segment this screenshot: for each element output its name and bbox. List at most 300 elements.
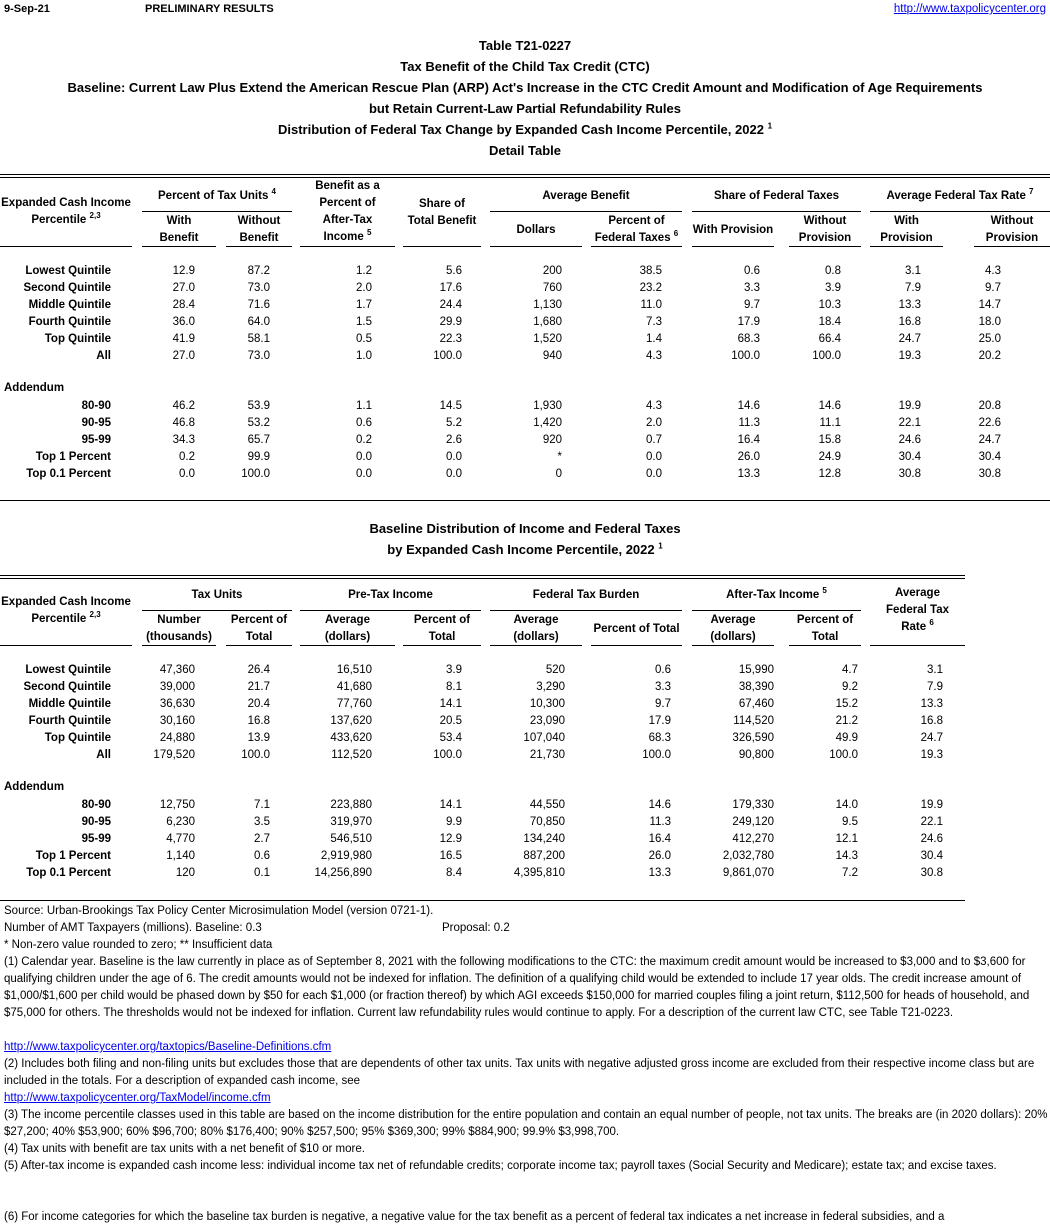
table-cell: 3.3 bbox=[655, 681, 671, 693]
table-cell: 12.8 bbox=[818, 468, 841, 480]
table-cell: 3,290 bbox=[536, 681, 565, 693]
t2-underline bbox=[490, 645, 582, 646]
table-cell: 22.6 bbox=[978, 417, 1001, 429]
table-cell: 11.3 bbox=[738, 417, 760, 429]
table-cell: 36.0 bbox=[172, 316, 195, 328]
table-cell: 0.6 bbox=[356, 417, 372, 429]
table-cell: 14.3 bbox=[835, 850, 858, 862]
table-cell: 0.1 bbox=[254, 867, 270, 879]
t2-underline bbox=[0, 645, 132, 646]
t1-hdr-share bbox=[403, 196, 481, 230]
table-cell: 520 bbox=[545, 664, 565, 676]
table-cell: 7.3 bbox=[646, 316, 662, 328]
t1-hdr-benefit-pct-l4-text: Income bbox=[323, 231, 364, 243]
table2-bottom-border bbox=[0, 900, 965, 901]
table-cell: 24.6 bbox=[920, 833, 943, 845]
table-cell: 0 bbox=[555, 468, 562, 480]
t1-hdr-percentile bbox=[0, 195, 132, 229]
t1-hdr-with-benefit-l2: Benefit bbox=[159, 232, 199, 244]
title-line2: Baseline: Current Law Plus Extend the American Rescue Plan (ARP) Act's Increase in the CTC Credit Amount and Modification of Age Requirements bbox=[67, 80, 983, 95]
t1-hdr-benefit-pct bbox=[300, 178, 395, 246]
table-cell: 16.8 bbox=[247, 715, 270, 727]
t2-underline bbox=[870, 645, 965, 646]
t1-underline bbox=[692, 246, 774, 247]
t1-hdr-share-l2: Total Benefit bbox=[407, 215, 477, 227]
table-cell: 19.9 bbox=[898, 400, 921, 412]
table-cell: 1,140 bbox=[166, 850, 195, 862]
table-cell: 0.0 bbox=[446, 451, 462, 463]
t2-hdr-pretax: Pre-Tax Income bbox=[348, 589, 433, 601]
table-cell: 0.0 bbox=[646, 468, 662, 480]
t1-hdr-without-benefit-l1: Without bbox=[237, 215, 281, 227]
table-cell: 100.0 bbox=[241, 468, 270, 480]
table-cell: 2.7 bbox=[254, 833, 270, 845]
title-line3: but Retain Current-Law Partial Refundability Rules bbox=[368, 101, 682, 116]
table-cell: 36,630 bbox=[159, 698, 195, 710]
table2-top-border bbox=[0, 575, 965, 579]
baseline-definitions-link[interactable]: http://www.taxpolicycenter.org/taxtopics/Baseline-Definitions.cfm bbox=[4, 1041, 332, 1053]
table-cell: 940 bbox=[542, 350, 562, 362]
table-cell: 12.9 bbox=[439, 833, 462, 845]
t1-hdr-avg-rate-sup: 7 bbox=[1029, 187, 1034, 197]
t2-underline bbox=[692, 610, 861, 611]
row-label: 80-90 bbox=[81, 799, 111, 811]
table-cell: 64.0 bbox=[247, 316, 270, 328]
table-cell: 13.3 bbox=[920, 698, 943, 710]
table-cell: 0.0 bbox=[179, 468, 195, 480]
t2-hdr-burden: Federal Tax Burden bbox=[532, 589, 640, 601]
t2-underline bbox=[692, 645, 774, 646]
table-cell: 68.3 bbox=[648, 732, 671, 744]
t2-hdr-pct-total-l2: Total bbox=[245, 631, 273, 643]
table-cell: 1.1 bbox=[356, 400, 372, 412]
table-cell: 22.1 bbox=[898, 417, 921, 429]
table-cell: 4.3 bbox=[646, 350, 662, 362]
t2-title2 bbox=[0, 542, 1050, 557]
t1-hdr-rate-without-l2: Provision bbox=[985, 232, 1039, 244]
table-cell: 22.1 bbox=[920, 816, 943, 828]
table-cell: 4.7 bbox=[842, 664, 858, 676]
t2-hdr-pretax-pct-l1: Percent of bbox=[413, 614, 471, 626]
table-cell: 21.2 bbox=[835, 715, 858, 727]
t1-hdr-without-benefit bbox=[226, 213, 292, 247]
footnote-4: (4) Tax units with benefit are tax units with a net benefit of $10 or more. bbox=[4, 1143, 365, 1155]
row-label: 80-90 bbox=[81, 400, 111, 412]
t2-hdr-percentile-l2 bbox=[0, 611, 132, 628]
table-cell: 9.9 bbox=[446, 816, 462, 828]
table-cell: 46.2 bbox=[172, 400, 195, 412]
t1-underline bbox=[142, 211, 292, 212]
table-cell: 15.2 bbox=[835, 698, 858, 710]
table-cell: 4,395,810 bbox=[513, 867, 565, 879]
table-cell: 8.4 bbox=[446, 867, 462, 879]
table-cell: 34.3 bbox=[172, 434, 195, 446]
t1-underline bbox=[300, 246, 395, 247]
t2-underline bbox=[490, 610, 682, 611]
table-cell: 19.9 bbox=[920, 799, 943, 811]
t2-underline bbox=[300, 645, 395, 646]
table-cell: 319,970 bbox=[330, 816, 372, 828]
amt-proposal: Proposal: 0.2 bbox=[442, 922, 510, 934]
t2-hdr-pct-total-l1: Percent of bbox=[230, 614, 288, 626]
table-cell: 77,760 bbox=[336, 698, 372, 710]
t1-hdr-avg-rate-text: Average Federal Tax Rate bbox=[886, 190, 1026, 202]
table-cell: 114,520 bbox=[733, 715, 774, 727]
t2-underline bbox=[789, 645, 861, 646]
table-id: Table T21-0227 bbox=[478, 38, 572, 53]
table-cell: 11.1 bbox=[819, 417, 841, 429]
table-cell: 3.9 bbox=[825, 282, 841, 294]
nonzero-note: * Non-zero value rounded to zero; ** Insufficient data bbox=[4, 939, 273, 951]
row-label: Top Quintile bbox=[44, 333, 111, 345]
table-cell: 200 bbox=[542, 265, 562, 277]
table-cell: 68.3 bbox=[737, 333, 760, 345]
table-cell: 4.3 bbox=[985, 265, 1001, 277]
table-cell: 47,360 bbox=[159, 664, 195, 676]
table-cell: 0.0 bbox=[356, 468, 372, 480]
t1-hdr-pct-fed-l2 bbox=[591, 230, 682, 247]
table-cell: 1.0 bbox=[356, 350, 372, 362]
t1-hdr-pct-fed-sup: 6 bbox=[673, 229, 679, 239]
table-cell: 14.6 bbox=[818, 400, 841, 412]
amt-note bbox=[4, 920, 1048, 937]
table1-bottom-border bbox=[0, 500, 1050, 501]
table-cell: 16.4 bbox=[648, 833, 671, 845]
table-cell: 546,510 bbox=[330, 833, 372, 845]
row-label: Lowest Quintile bbox=[25, 265, 111, 277]
table-cell: 18.0 bbox=[978, 316, 1001, 328]
t2-title2-text: by Expanded Cash Income Percentile, 2022 bbox=[387, 542, 655, 557]
table-cell: 66.4 bbox=[818, 333, 841, 345]
table-cell: 71.6 bbox=[247, 299, 270, 311]
table-cell: 1,930 bbox=[533, 400, 562, 412]
table-cell: 0.6 bbox=[744, 265, 760, 277]
t1-hdr-percentile-sup: 2,3 bbox=[89, 211, 101, 221]
table-cell: 2.6 bbox=[446, 434, 462, 446]
table-cell: 9.2 bbox=[842, 681, 858, 693]
t1-hdr-pct-fed bbox=[591, 213, 682, 247]
table-cell: 3.1 bbox=[927, 664, 943, 676]
table-cell: 30.8 bbox=[920, 867, 943, 879]
table-cell: 100.0 bbox=[812, 350, 841, 362]
table-cell: 0.0 bbox=[356, 451, 372, 463]
table-cell: 7.9 bbox=[905, 282, 921, 294]
t2-hdr-rate-sup: 6 bbox=[929, 618, 934, 628]
table-cell: 12.9 bbox=[172, 265, 195, 277]
table-cell: 9,861,070 bbox=[722, 867, 774, 879]
table-cell: 2,919,980 bbox=[320, 850, 372, 862]
table-cell: 30,160 bbox=[159, 715, 195, 727]
t1-hdr-pct-fed-l2-text: Federal Taxes bbox=[594, 232, 671, 244]
footnote-3: (3) The income percentile classes used in this table are based on the income distribution for the entire population and contain an equal number of people, not tax units. The breaks are (in 2020 dollars): 20% $27,200; 40% $53,900; 60% $96,700; 80% $176,400; 90% $257,500; 95% $369,300; 99% $884,900; 99.9% $3,998,700. bbox=[4, 1109, 1048, 1138]
t1-underline bbox=[490, 246, 582, 247]
table-cell: 38.5 bbox=[639, 265, 662, 277]
table-cell: 39,000 bbox=[159, 681, 195, 693]
t1-hdr-percentile-l2 bbox=[0, 212, 132, 229]
t1-hdr-rate-with-l1: With bbox=[894, 215, 919, 227]
table-cell: 11.0 bbox=[640, 299, 662, 311]
table-cell: 38,390 bbox=[738, 681, 774, 693]
t2-hdr-pretax-pct-l2: Total bbox=[428, 631, 456, 643]
table-cell: 1.5 bbox=[356, 316, 372, 328]
table-cell: 920 bbox=[542, 434, 562, 446]
table-cell: 44,550 bbox=[529, 799, 565, 811]
row-label: 95-99 bbox=[81, 833, 111, 845]
table-cell: 249,120 bbox=[732, 816, 774, 828]
t2-hdr-percentile-l1: Expanded Cash Income bbox=[1, 596, 131, 608]
table-cell: 46.8 bbox=[172, 417, 195, 429]
title-line4-text: Distribution of Federal Tax Change by Expanded Cash Income Percentile, 2022 bbox=[277, 122, 764, 137]
table-cell: 7.2 bbox=[842, 867, 858, 879]
t1-hdr-benefit-pct-sup: 5 bbox=[367, 228, 372, 238]
t2-hdr-percentile-text: Percentile bbox=[31, 613, 87, 625]
table-cell: 13.3 bbox=[648, 867, 671, 879]
t2-hdr-after-pct bbox=[789, 612, 861, 646]
table-cell: 433,620 bbox=[330, 732, 372, 744]
table-cell: 30.4 bbox=[920, 850, 943, 862]
table-cell: 16.8 bbox=[898, 316, 921, 328]
table-cell: 9.5 bbox=[842, 816, 858, 828]
table-cell: 3.5 bbox=[254, 816, 270, 828]
table-cell: 16,510 bbox=[336, 664, 372, 676]
t1-underline bbox=[591, 246, 682, 247]
row-label: 90-95 bbox=[81, 816, 111, 828]
table-cell: 67,460 bbox=[738, 698, 774, 710]
t2-hdr-burden-avg-l2: (dollars) bbox=[513, 631, 559, 643]
table-cell: 14.1 bbox=[439, 799, 462, 811]
t2-hdr-rate-l2: Federal Tax bbox=[885, 604, 950, 616]
table-cell: 7.9 bbox=[927, 681, 943, 693]
row-label: Middle Quintile bbox=[28, 698, 111, 710]
table-cell: 4,770 bbox=[166, 833, 195, 845]
table-cell: 53.4 bbox=[439, 732, 462, 744]
addendum-label: Addendum bbox=[4, 781, 65, 793]
t2-title2-sup: 1 bbox=[658, 541, 663, 551]
t1-hdr-share-l1: Share of bbox=[418, 198, 465, 210]
table-cell: 5.2 bbox=[446, 417, 462, 429]
t2-hdr-pretax-avg-l2: (dollars) bbox=[324, 631, 371, 643]
table-cell: 2.0 bbox=[646, 417, 662, 429]
table-cell: 13.3 bbox=[737, 468, 760, 480]
income-model-link[interactable]: http://www.taxpolicycenter.org/TaxModel/income.cfm bbox=[4, 1092, 271, 1104]
table-cell: 100.0 bbox=[433, 350, 462, 362]
t1-hdr-percentile-text: Percentile bbox=[31, 214, 87, 226]
table-cell: 24.6 bbox=[898, 434, 921, 446]
table-cell: 5.6 bbox=[446, 265, 462, 277]
table-cell: 14.5 bbox=[439, 400, 462, 412]
table-cell: 1.2 bbox=[356, 265, 372, 277]
table-cell: 30.4 bbox=[978, 451, 1001, 463]
table-cell: 1.7 bbox=[356, 299, 372, 311]
table-cell: 3.3 bbox=[744, 282, 760, 294]
table-cell: 17.6 bbox=[439, 282, 462, 294]
table-cell: 760 bbox=[542, 282, 562, 294]
table-cell: 2,032,780 bbox=[722, 850, 774, 862]
t1-underline bbox=[692, 211, 861, 212]
t1-hdr-pct-units bbox=[142, 188, 292, 205]
table-cell: 0.6 bbox=[655, 664, 671, 676]
t1-hdr-without-provision bbox=[789, 213, 861, 247]
t2-hdr-rate-l1: Average bbox=[895, 587, 940, 599]
table-cell: 17.9 bbox=[648, 715, 671, 727]
t2-hdr-number-l1: Number bbox=[157, 614, 201, 626]
table-cell: 24.7 bbox=[978, 434, 1001, 446]
t2-hdr-after-avg-l2: (dollars) bbox=[710, 631, 756, 643]
table-cell: 53.2 bbox=[247, 417, 270, 429]
table-cell: 28.4 bbox=[172, 299, 195, 311]
t1-hdr-benefit-pct-l4 bbox=[300, 229, 395, 246]
table-cell: 0.6 bbox=[254, 850, 270, 862]
table-cell: 9.7 bbox=[655, 698, 671, 710]
table-cell: 15.8 bbox=[818, 434, 841, 446]
t2-hdr-pretax-avg bbox=[300, 612, 395, 646]
table-cell: 73.0 bbox=[247, 282, 270, 294]
t1-underline bbox=[142, 246, 216, 247]
date-label: 9-Sep-21 bbox=[4, 3, 50, 15]
row-label: Top 0.1 Percent bbox=[26, 867, 111, 879]
t1-underline bbox=[870, 246, 943, 247]
table-cell: 112,520 bbox=[331, 749, 372, 761]
table-cell: 30.8 bbox=[978, 468, 1001, 480]
t2-underline bbox=[403, 645, 481, 646]
title-line4 bbox=[0, 122, 1050, 137]
t2-hdr-pct-total bbox=[226, 612, 292, 646]
t1-hdr-pct-units-sup: 4 bbox=[271, 187, 276, 197]
row-label: 90-95 bbox=[81, 417, 111, 429]
t1-hdr-with-provision: With Provision bbox=[692, 224, 774, 236]
source-note: Source: Urban-Brookings Tax Policy Center Microsimulation Model (version 0721-1). bbox=[4, 905, 434, 917]
t1-hdr-rate-with-l2: Provision bbox=[880, 232, 933, 244]
t1-underline bbox=[403, 246, 481, 247]
table-cell: 11.3 bbox=[649, 816, 671, 828]
t1-hdr-dollars: Dollars bbox=[516, 224, 556, 236]
t2-hdr-pretax-avg-l1: Average bbox=[325, 614, 370, 626]
table-cell: 13.9 bbox=[247, 732, 270, 744]
t2-hdr-after-avg-l1: Average bbox=[710, 614, 756, 626]
row-label: Fourth Quintile bbox=[28, 715, 111, 727]
table-cell: 70,850 bbox=[529, 816, 565, 828]
table-cell: 20.5 bbox=[439, 715, 462, 727]
table-cell: 9.7 bbox=[744, 299, 760, 311]
t2-hdr-number bbox=[142, 612, 216, 646]
table-cell: 120 bbox=[175, 867, 195, 879]
t2-hdr-aftertax bbox=[692, 587, 861, 604]
table-cell: 3.1 bbox=[905, 265, 921, 277]
table-cell: 24.7 bbox=[920, 732, 943, 744]
table-cell: 0.0 bbox=[646, 451, 662, 463]
table-cell: 223,880 bbox=[330, 799, 372, 811]
table-cell: 26.0 bbox=[648, 850, 671, 862]
t1-hdr-without-provision-l2: Provision bbox=[798, 232, 852, 244]
table-cell: 23,090 bbox=[529, 715, 565, 727]
table-cell: 0.7 bbox=[646, 434, 662, 446]
row-label: Fourth Quintile bbox=[28, 316, 111, 328]
taxpolicycenter-link[interactable]: http://www.taxpolicycenter.org bbox=[893, 3, 1046, 15]
row-label: Lowest Quintile bbox=[25, 664, 111, 676]
table-cell: 41,680 bbox=[336, 681, 372, 693]
table-cell: 16.4 bbox=[737, 434, 760, 446]
table-cell: 65.7 bbox=[247, 434, 270, 446]
table-cell: 14,256,890 bbox=[314, 867, 372, 879]
table-cell: 27.0 bbox=[172, 350, 195, 362]
t1-underline bbox=[490, 211, 682, 212]
table-cell: 1,420 bbox=[533, 417, 562, 429]
table-cell: 1,520 bbox=[533, 333, 562, 345]
footnote-5: (5) After-tax income is expanded cash income less: individual income tax net of refundable credits; corporate income tax; payroll taxes (Social Security and Medicare); estate tax; and excise taxes. bbox=[4, 1160, 997, 1172]
t1-hdr-avg-rate bbox=[870, 188, 1050, 205]
table-cell: 107,040 bbox=[523, 732, 565, 744]
t1-hdr-benefit-pct-l1: Benefit as a bbox=[315, 180, 380, 192]
footnote-6: (6) For income categories for which the baseline tax burden is negative, a negative value for the tax benefit as a percent of federal tax indicates a net increase in federal subsidies, and a bbox=[4, 1211, 945, 1223]
table-cell: 326,590 bbox=[732, 732, 774, 744]
table-cell: 1,130 bbox=[533, 299, 562, 311]
t1-underline bbox=[0, 246, 132, 247]
t2-underline bbox=[142, 645, 216, 646]
table1-top-border bbox=[0, 174, 1050, 178]
t1-hdr-benefit-pct-l2: Percent of bbox=[319, 197, 376, 209]
row-label: Top 1 Percent bbox=[35, 850, 111, 862]
table-cell: 20.4 bbox=[247, 698, 270, 710]
table-cell: 19.3 bbox=[898, 350, 921, 362]
table-cell: 7.1 bbox=[254, 799, 270, 811]
table-cell: 20.2 bbox=[978, 350, 1001, 362]
addendum-label: Addendum bbox=[4, 382, 65, 394]
table-cell: 25.0 bbox=[978, 333, 1001, 345]
table-cell: 0.5 bbox=[356, 333, 372, 345]
t1-underline bbox=[226, 246, 292, 247]
t2-hdr-burden-pct: Percent of Total bbox=[593, 623, 680, 635]
t2-hdr-rate-l3 bbox=[870, 619, 965, 636]
table-cell: 22.3 bbox=[439, 333, 462, 345]
t1-underline bbox=[789, 246, 861, 247]
table-cell: 0.0 bbox=[446, 468, 462, 480]
table-cell: 24.4 bbox=[439, 299, 462, 311]
status-label: PRELIMINARY RESULTS bbox=[145, 3, 274, 15]
table-cell: 18.4 bbox=[818, 316, 841, 328]
table-cell: 26.4 bbox=[247, 664, 270, 676]
footnote-1: (1) Calendar year. Baseline is the law currently in place as of September 8, 2021 with the following modifications to the CTC: the maximum credit amount would be increased to $3,000 and to $3,600 for qualifying children under the age of 6. The credit amounts would not be indexed for inflation. The definition of a qualifying child would be extended to include 17 year olds. The credit increase amount of $1,000/$1,600 per child would be phased down by $50 for each $1,000 (or fraction thereof) by which AGI exceeds $150,000 for married couples filing a joint return, $112,500 for heads of household, and $75,000 for others. The thresholds would not be indexed for inflation. Current law refundability rules would continue to apply. For a description of the current law CTC, see Table T21-0223. bbox=[4, 956, 1030, 1019]
table-cell: 179,520 bbox=[153, 749, 195, 761]
t2-hdr-rate bbox=[870, 585, 965, 636]
table-cell: 41.9 bbox=[172, 333, 195, 345]
table-cell: 20.8 bbox=[978, 400, 1001, 412]
table-cell: 19.3 bbox=[920, 749, 943, 761]
t2-underline bbox=[300, 610, 481, 611]
table-cell: 21.7 bbox=[247, 681, 270, 693]
t2-hdr-number-l2: (thousands) bbox=[146, 631, 212, 643]
row-label: Middle Quintile bbox=[28, 299, 111, 311]
table-cell: * bbox=[557, 451, 562, 463]
table-cell: 4.3 bbox=[646, 400, 662, 412]
table-cell: 15,990 bbox=[738, 664, 774, 676]
table-cell: 3.9 bbox=[446, 664, 462, 676]
table-cell: 49.9 bbox=[835, 732, 858, 744]
t1-hdr-without-provision-l1: Without bbox=[803, 215, 847, 227]
t2-hdr-aftertax-sup: 5 bbox=[822, 586, 827, 596]
t2-hdr-tax-units: Tax Units bbox=[191, 589, 243, 601]
t1-hdr-rate-without bbox=[974, 213, 1050, 247]
t1-hdr-pct-fed-l1: Percent of bbox=[608, 215, 665, 227]
t1-hdr-percentile-l1: Expanded Cash Income bbox=[1, 197, 131, 209]
row-label: Second Quintile bbox=[23, 282, 111, 294]
table-cell: 21,730 bbox=[529, 749, 565, 761]
table-cell: 134,240 bbox=[523, 833, 565, 845]
t1-hdr-share-fed: Share of Federal Taxes bbox=[713, 190, 840, 202]
t2-hdr-pretax-pct bbox=[403, 612, 481, 646]
table-cell: 14.1 bbox=[439, 698, 462, 710]
t1-hdr-without-benefit-l2: Benefit bbox=[239, 232, 279, 244]
t1-hdr-rate-without-l1: Without bbox=[990, 215, 1034, 227]
